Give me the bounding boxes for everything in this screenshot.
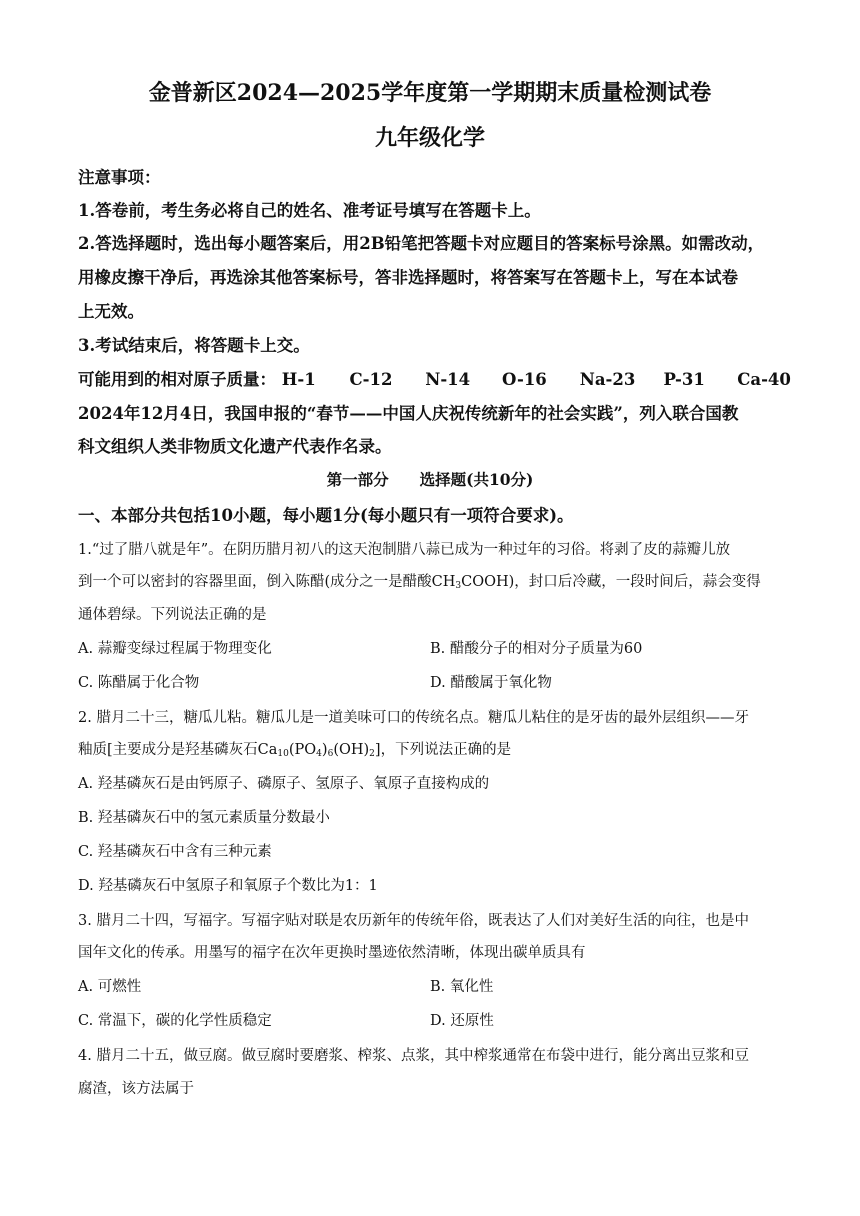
intro-line-2: 科文组织人类非物质文化遗产代表作名录。 xyxy=(78,437,392,456)
atomic-masses-label: 可能用到的相对原子质量： xyxy=(78,370,276,389)
section-heading: 一、本部分共包括10小题，每小题1分(每小题只有一项符合要求)。 xyxy=(78,506,574,525)
q1-formula-subscript: 3 xyxy=(455,581,462,591)
q3-stem-line-2: 国年文化的传承。用墨写的福字在次年更换时墨迹依然清晰，体现出碳单质具有 xyxy=(78,945,586,961)
q1-stem-text-a: 到一个可以密封的容器里面，倒入陈醋(成分之一是醋酸CH xyxy=(78,574,456,590)
q3-option-b[interactable]: B. 氧化性 xyxy=(430,979,494,995)
notice-item-2-line-3: 上无效。 xyxy=(78,302,144,321)
q2-subscript-2: 4 xyxy=(316,749,322,759)
mass-p: P-31 xyxy=(663,370,705,389)
section-part: 第一部分 选择题(共10分) xyxy=(326,470,534,489)
atomic-masses-row xyxy=(78,366,791,390)
q1-stem-line-2 xyxy=(78,570,788,591)
q2-subscript-3: 6 xyxy=(327,749,334,759)
q2-option-b[interactable]: B. 羟基磷灰石中的氢元素质量分数最小 xyxy=(78,810,330,826)
exam-title: 金普新区2024—2025学年度第一学期期末质量检测试卷 xyxy=(148,80,712,106)
q4-stem-line-1: 4. 腊月二十五，做豆腐。做豆腐时要磨浆、榨浆、点浆，其中榨浆通常在布袋中进行，能分离出豆浆和豆 xyxy=(78,1048,749,1064)
q2-stem-text-e: ]，下列说法正确的是 xyxy=(374,742,512,758)
q4-stem-line-2: 腐渣，该方法属于 xyxy=(78,1081,194,1097)
q2-subscript-4: 2 xyxy=(369,749,375,759)
q2-option-d[interactable]: D. 羟基磷灰石中氢原子和氧原子个数比为1：1 xyxy=(78,878,378,894)
q2-stem-text-c: ) xyxy=(321,742,328,758)
q3-option-d[interactable]: D. 还原性 xyxy=(430,1013,494,1029)
q3-option-a[interactable]: A. 可燃性 xyxy=(78,979,142,995)
notice-item-2-line-1: 2.答选择题时，选出每小题答案后，用2B铅笔把答题卡对应题目的答案标号涂黑。如需改动， xyxy=(78,234,765,253)
q2-stem-line-1: 2. 腊月二十三，糖瓜儿粘。糖瓜儿是一道美味可口的传统名点。糖瓜儿粘住的是牙齿的最外层组织——牙 xyxy=(78,710,749,726)
mass-n: N-14 xyxy=(425,370,471,389)
notice-item-2-line-2: 用橡皮擦干净后，再选涂其他答案标号，答非选择题时，将答案写在答题卡上，写在本试卷 xyxy=(78,268,738,287)
mass-o: O-16 xyxy=(502,370,547,389)
notice-item-1: 1.答卷前，考生务必将自己的姓名、准考证号填写在答题卡上。 xyxy=(78,201,541,220)
mass-c: C-12 xyxy=(349,370,393,389)
q1-stem-line-3: 通体碧绿。下列说法正确的是 xyxy=(78,607,267,623)
exam-subtitle: 九年级化学 xyxy=(374,125,485,151)
q2-stem-text-a: 釉质[主要成分是羟基磷灰石Ca xyxy=(78,742,278,758)
intro-line-1: 2024年12月4日，我国申报的“春节——中国人庆祝传统新年的社会实践”，列入联合国教 xyxy=(78,404,739,423)
q2-stem-text-d: (OH) xyxy=(333,742,370,758)
mass-ca: Ca-40 xyxy=(737,370,791,389)
q1-stem-text-b: COOH)，封口后冷藏，一段时间后，蒜会变得 xyxy=(461,574,761,590)
q2-subscript-1: 10 xyxy=(277,749,289,759)
mass-na: Na-23 xyxy=(579,370,636,389)
mass-h: H-1 xyxy=(281,370,316,389)
q3-option-c[interactable]: C. 常温下，碳的化学性质稳定 xyxy=(78,1013,272,1029)
q3-stem-line-1: 3. 腊月二十四，写福字。写福字贴对联是农历新年的传统年俗，既表达了人们对美好生活的向往，也是中 xyxy=(78,913,749,929)
q1-stem-line-1: 1.“过了腊八就是年”。在阴历腊月初八的这天泡制腊八蒜已成为一种过年的习俗。将剥了皮的蒜瓣儿放 xyxy=(78,542,731,558)
notice-item-3: 3.考试结束后，将答题卡上交。 xyxy=(78,336,310,355)
q1-option-c[interactable]: C. 陈醋属于化合物 xyxy=(78,675,200,691)
q2-option-a[interactable]: A. 羟基磷灰石是由钙原子、磷原子、氢原子、氧原子直接构成的 xyxy=(78,776,490,792)
q2-stem-line-2 xyxy=(78,738,788,759)
notice-heading: 注意事项： xyxy=(78,168,161,187)
q1-option-a[interactable]: A. 蒜瓣变绿过程属于物理变化 xyxy=(78,641,272,657)
q1-option-d[interactable]: D. 醋酸属于氧化物 xyxy=(430,675,552,691)
q2-stem-text-b: (PO xyxy=(288,742,317,758)
q2-option-c[interactable]: C. 羟基磷灰石中含有三种元素 xyxy=(78,844,272,860)
q1-option-b[interactable]: B. 醋酸分子的相对分子质量为60 xyxy=(430,641,643,657)
